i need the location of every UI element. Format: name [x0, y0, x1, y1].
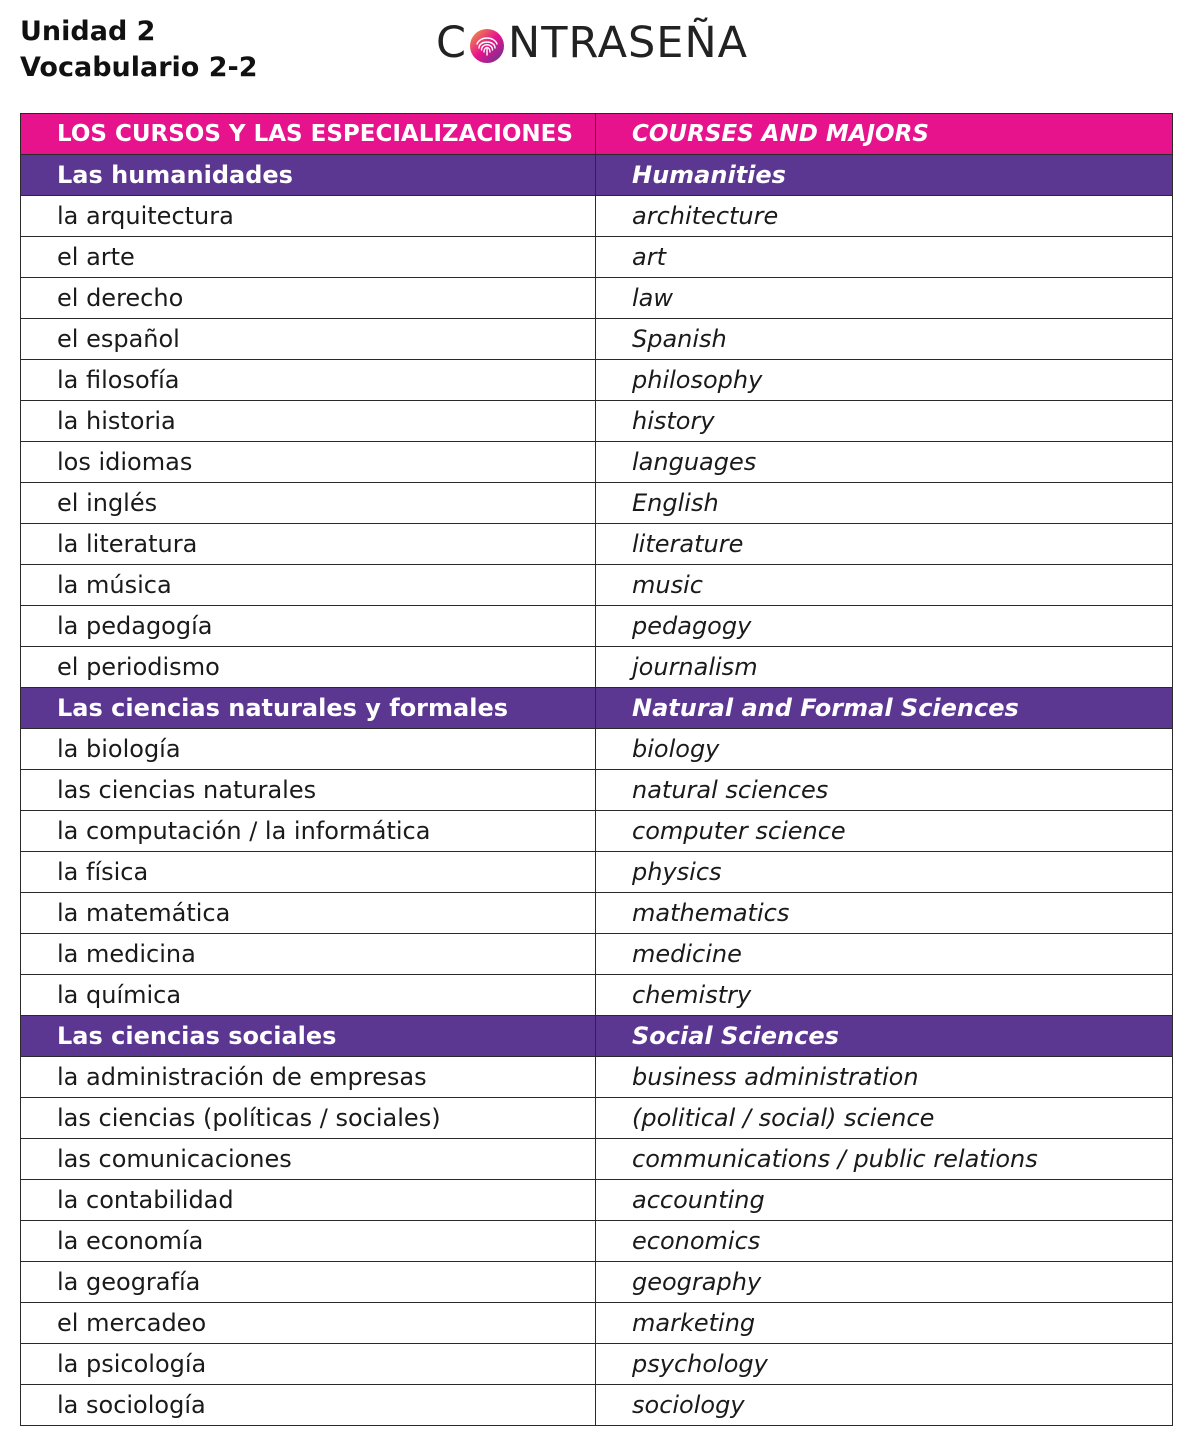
spanish-term: la música [21, 565, 596, 606]
english-term: literature [596, 524, 1173, 565]
spanish-term: la psicología [21, 1344, 596, 1385]
spanish-term: la administración de empresas [21, 1057, 596, 1098]
spanish-term: las ciencias (políticas / sociales) [21, 1098, 596, 1139]
spanish-term: la medicina [21, 934, 596, 975]
english-term: English [596, 483, 1173, 524]
table-row [21, 483, 1173, 524]
table-row [21, 975, 1173, 1016]
spanish-term: la historia [21, 401, 596, 442]
vocabulary-title: Vocabulario 2-2 [20, 52, 258, 83]
title-en: COURSES AND MAJORS [596, 114, 1173, 155]
section-header-row [21, 1016, 1173, 1057]
table-row [21, 1180, 1173, 1221]
table-row [21, 442, 1173, 483]
english-term: (political / social) science [596, 1098, 1173, 1139]
section-title-es: Las humanidades [21, 155, 596, 196]
english-term: law [596, 278, 1173, 319]
english-term: languages [596, 442, 1173, 483]
english-term: physics [596, 852, 1173, 893]
table-row [21, 770, 1173, 811]
english-term: biology [596, 729, 1173, 770]
section-title-es: Las ciencias sociales [21, 1016, 596, 1057]
section-title-en: Social Sciences [596, 1016, 1173, 1057]
section-header-row [21, 155, 1173, 196]
spanish-term: el derecho [21, 278, 596, 319]
spanish-term: la sociología [21, 1385, 596, 1426]
table-row [21, 729, 1173, 770]
english-term: communications / public relations [596, 1139, 1173, 1180]
spanish-term: el inglés [21, 483, 596, 524]
english-term: computer science [596, 811, 1173, 852]
english-term: medicine [596, 934, 1173, 975]
vocabulary-table [20, 113, 1173, 1426]
english-term: accounting [596, 1180, 1173, 1221]
english-term: architecture [596, 196, 1173, 237]
spanish-term: las comunicaciones [21, 1139, 596, 1180]
table-row [21, 852, 1173, 893]
spanish-term: la geografía [21, 1262, 596, 1303]
table-row [21, 319, 1173, 360]
section-title-en: Natural and Formal Sciences [596, 688, 1173, 729]
english-term: chemistry [596, 975, 1173, 1016]
english-term: music [596, 565, 1173, 606]
table-row [21, 1303, 1173, 1344]
table-row [21, 278, 1173, 319]
logo-text-start: C [436, 18, 468, 68]
spanish-term: la literatura [21, 524, 596, 565]
unit-title: Unidad 2 [20, 16, 156, 47]
fingerprint-icon [469, 25, 505, 61]
section-header-row [21, 688, 1173, 729]
spanish-term: el arte [21, 237, 596, 278]
table-row [21, 196, 1173, 237]
english-term: economics [596, 1221, 1173, 1262]
contrasena-logo [436, 18, 748, 68]
spanish-term: la economía [21, 1221, 596, 1262]
english-term: Spanish [596, 319, 1173, 360]
english-term: art [596, 237, 1173, 278]
section-title-en: Humanities [596, 155, 1173, 196]
table-row [21, 237, 1173, 278]
english-term: business administration [596, 1057, 1173, 1098]
table-row [21, 1262, 1173, 1303]
table-row [21, 1057, 1173, 1098]
english-term: mathematics [596, 893, 1173, 934]
english-term: psychology [596, 1344, 1173, 1385]
spanish-term: la matemática [21, 893, 596, 934]
logo-text-end: NTRASEÑA [508, 18, 749, 68]
spanish-term: la filosofía [21, 360, 596, 401]
spanish-term: la biología [21, 729, 596, 770]
spanish-term: el español [21, 319, 596, 360]
unit-heading [20, 14, 258, 86]
spanish-term: el periodismo [21, 647, 596, 688]
table-row [21, 1344, 1173, 1385]
english-term: pedagogy [596, 606, 1173, 647]
english-term: natural sciences [596, 770, 1173, 811]
table-row [21, 811, 1173, 852]
table-row [21, 934, 1173, 975]
table-row [21, 1098, 1173, 1139]
table-row [21, 401, 1173, 442]
spanish-term: los idiomas [21, 442, 596, 483]
spanish-term: el mercadeo [21, 1303, 596, 1344]
table-row [21, 565, 1173, 606]
section-title-es: Las ciencias naturales y formales [21, 688, 596, 729]
table-row [21, 893, 1173, 934]
spanish-term: las ciencias naturales [21, 770, 596, 811]
vocabulary-table-body [21, 114, 1173, 1426]
title-es: LOS CURSOS Y LAS ESPECIALIZACIONES [21, 114, 596, 155]
english-term: sociology [596, 1385, 1173, 1426]
table-title-row [21, 114, 1173, 155]
spanish-term: la pedagogía [21, 606, 596, 647]
spanish-term: la arquitectura [21, 196, 596, 237]
english-term: marketing [596, 1303, 1173, 1344]
spanish-term: la computación / la informática [21, 811, 596, 852]
english-term: geography [596, 1262, 1173, 1303]
spanish-term: la química [21, 975, 596, 1016]
spanish-term: la física [21, 852, 596, 893]
table-row [21, 1139, 1173, 1180]
table-row [21, 647, 1173, 688]
table-row [21, 524, 1173, 565]
english-term: journalism [596, 647, 1173, 688]
spanish-term: la contabilidad [21, 1180, 596, 1221]
english-term: history [596, 401, 1173, 442]
table-row [21, 1385, 1173, 1426]
table-row [21, 360, 1173, 401]
english-term: philosophy [596, 360, 1173, 401]
table-row [21, 1221, 1173, 1262]
table-row [21, 606, 1173, 647]
